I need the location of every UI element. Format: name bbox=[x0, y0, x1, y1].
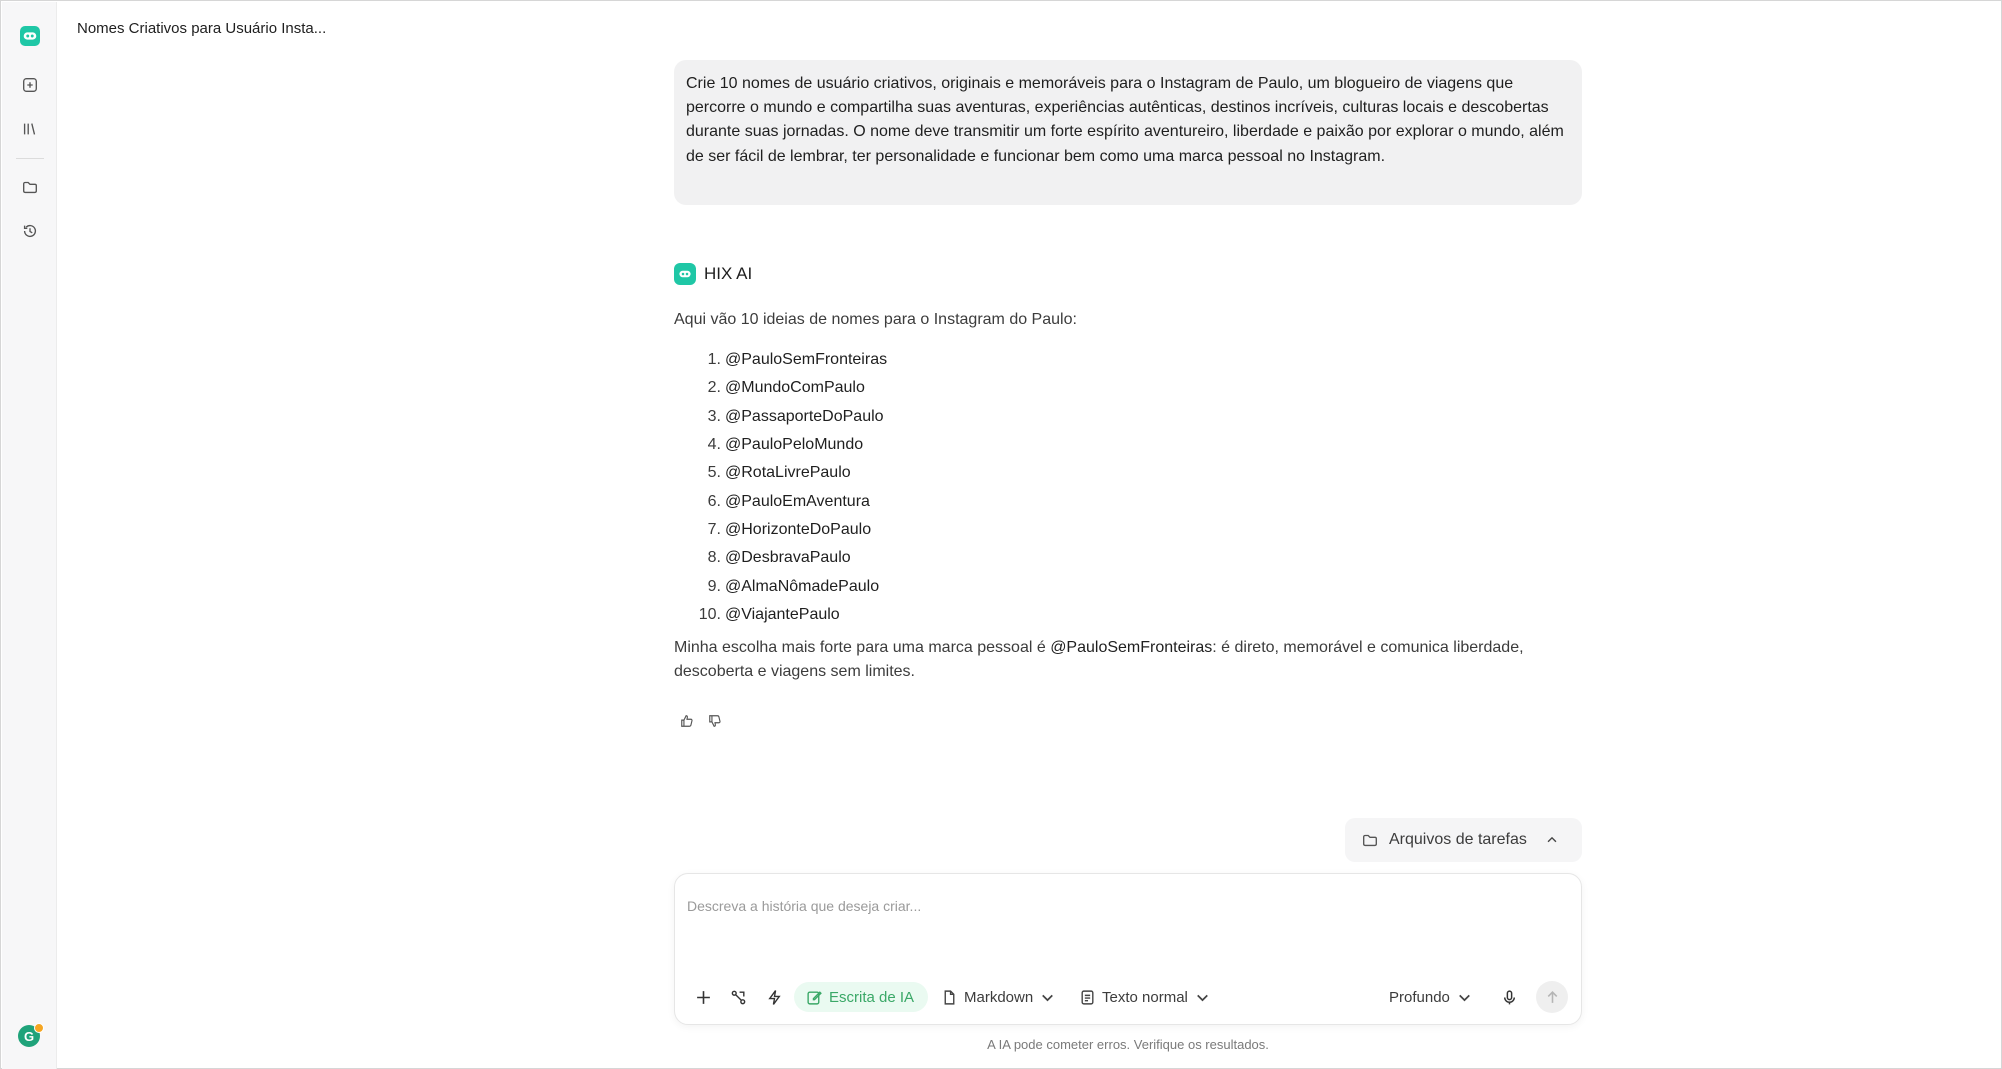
list-number: 10. bbox=[698, 605, 721, 623]
list-item-text: @PauloSemFronteiras bbox=[725, 351, 888, 369]
chevron-down-icon bbox=[1194, 989, 1211, 1006]
list-number: 5. bbox=[707, 464, 721, 482]
list-item-text: @RotaLivrePaulo bbox=[725, 464, 851, 482]
folder-icon bbox=[1361, 831, 1379, 849]
list-number: 1. bbox=[707, 351, 721, 369]
format-label: Markdown bbox=[964, 988, 1034, 1006]
list-number: 6. bbox=[707, 492, 721, 510]
history-icon[interactable] bbox=[16, 217, 44, 245]
list-item bbox=[674, 516, 1374, 544]
sidebar bbox=[2, 2, 57, 1069]
microphone-icon bbox=[1501, 989, 1518, 1006]
quick-mode-button[interactable] bbox=[759, 982, 789, 1012]
chat-title: Nomes Criativos para Usuário Insta... bbox=[77, 20, 327, 37]
route-icon bbox=[730, 989, 747, 1006]
text-icon bbox=[1079, 989, 1096, 1006]
list-item bbox=[674, 403, 1374, 431]
thumbs-down-icon[interactable] bbox=[706, 712, 724, 730]
assistant-name: HIX AI bbox=[704, 264, 753, 283]
list-item-text: @DesbravaPaulo bbox=[725, 549, 851, 567]
send-button[interactable] bbox=[1536, 981, 1568, 1013]
format-dropdown[interactable] bbox=[941, 982, 1056, 1012]
tools-button[interactable] bbox=[723, 982, 753, 1012]
answer-conclusion bbox=[674, 636, 1582, 684]
thumbs-up-icon[interactable] bbox=[678, 712, 696, 730]
list-number: 7. bbox=[707, 520, 721, 538]
plus-icon bbox=[695, 989, 712, 1006]
folder-icon[interactable] bbox=[16, 173, 44, 201]
hix-ai-logo-icon bbox=[674, 263, 696, 285]
voice-input-button[interactable] bbox=[1494, 982, 1524, 1012]
user-message: Crie 10 nomes de usuário criativos, originais e memoráveis para o Instagram de Paulo, um blogueiro de viagens que percorre o mundo e compartilha suas aventuras, experiências autênticas, destinos incríveis, culturas locais e descobertas durante suas jornadas. O nome deve transmitir um forte espírito aventureiro, liberdade e paixão por explorar o mundo, além de ser fácil de lembrar, ter personalidade e funcionar bem como uma marca pessoal no Instagram. bbox=[674, 60, 1582, 205]
text-style-label: Texto normal bbox=[1102, 988, 1188, 1006]
list-number: 4. bbox=[707, 436, 721, 454]
text-style-dropdown[interactable] bbox=[1079, 982, 1211, 1012]
list-number: 2. bbox=[707, 379, 721, 397]
assistant-header bbox=[674, 263, 752, 285]
list-item-text: @MundoComPaulo bbox=[725, 379, 865, 397]
chevron-down-icon bbox=[1456, 989, 1473, 1006]
list-item bbox=[674, 601, 1374, 629]
list-item bbox=[674, 459, 1374, 487]
composer bbox=[674, 873, 1582, 1025]
avatar[interactable]: G bbox=[18, 1025, 40, 1047]
task-files-button[interactable] bbox=[1345, 818, 1582, 862]
list-item bbox=[674, 544, 1374, 572]
list-item-text: @HorizonteDoPaulo bbox=[725, 520, 872, 538]
list-item bbox=[674, 572, 1374, 600]
prompt-input[interactable] bbox=[687, 886, 1567, 926]
lightning-icon bbox=[766, 989, 783, 1006]
list-item bbox=[674, 346, 1374, 374]
conclusion-highlight: @PauloSemFronteiras bbox=[1050, 639, 1213, 656]
edit-icon bbox=[806, 989, 823, 1006]
notification-badge bbox=[34, 1023, 44, 1033]
list-item bbox=[674, 487, 1374, 515]
chevron-up-icon bbox=[1545, 833, 1559, 847]
library-icon[interactable] bbox=[16, 115, 44, 143]
sidebar-divider bbox=[16, 158, 44, 159]
list-item-text: @ViajantePaulo bbox=[725, 605, 840, 623]
arrow-up-icon bbox=[1544, 989, 1561, 1006]
new-chat-icon[interactable] bbox=[16, 71, 44, 99]
list-item-text: @PauloPeloMundo bbox=[725, 436, 864, 454]
depth-label: Profundo bbox=[1389, 988, 1450, 1006]
list-item bbox=[674, 431, 1374, 459]
list-item bbox=[674, 374, 1374, 402]
depth-dropdown[interactable] bbox=[1389, 982, 1473, 1012]
task-files-label: Arquivos de tarefas bbox=[1389, 831, 1527, 848]
add-attachment-button[interactable] bbox=[688, 982, 718, 1012]
answer-intro: Aqui vão 10 ideias de nomes para o Instagram do Paulo: bbox=[674, 311, 1077, 328]
conclusion-suffix: : é direto, memorável e comunica liberdade, descoberta e viagens sem limites. bbox=[674, 639, 1524, 680]
feedback-actions bbox=[678, 712, 724, 730]
app-logo-icon[interactable] bbox=[16, 22, 44, 50]
disclaimer: A IA pode cometer erros. Verifique os resultados. bbox=[987, 1037, 1269, 1052]
chevron-down-icon bbox=[1039, 989, 1056, 1006]
list-item-text: @PauloEmAventura bbox=[725, 492, 870, 510]
ai-writing-label: Escrita de IA bbox=[829, 988, 915, 1006]
list-number: 3. bbox=[707, 407, 721, 425]
list-item-text: @AlmaNômadePaulo bbox=[725, 577, 880, 595]
list-number: 8. bbox=[707, 549, 721, 567]
list-number: 9. bbox=[707, 577, 721, 595]
ai-writing-toggle[interactable] bbox=[794, 982, 928, 1012]
conclusion-prefix: Minha escolha mais forte para uma marca pessoal é bbox=[674, 639, 1051, 656]
document-icon bbox=[941, 989, 958, 1006]
username-list bbox=[674, 346, 1374, 629]
list-item-text: @PassaporteDoPaulo bbox=[725, 407, 884, 425]
